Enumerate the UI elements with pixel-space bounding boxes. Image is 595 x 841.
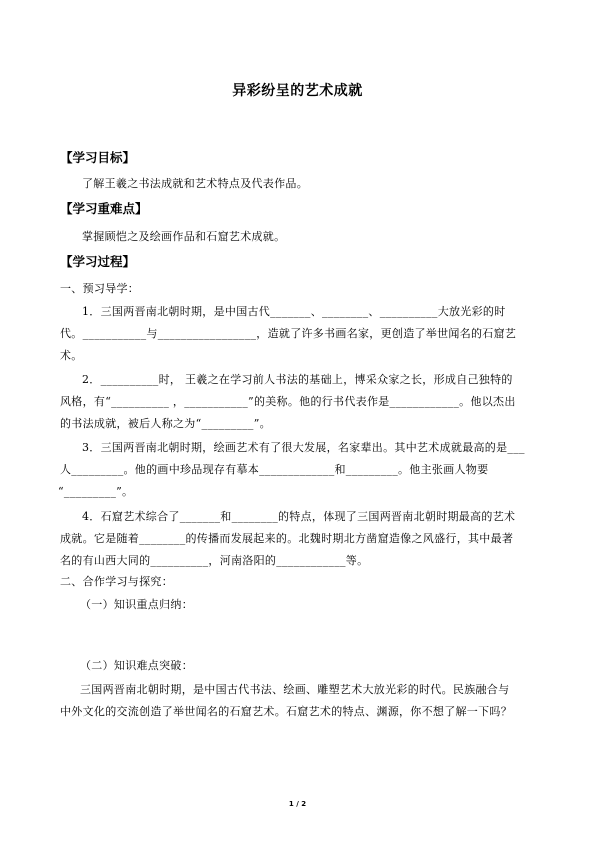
heading-key-points: 【学习重难点】 (60, 201, 148, 216)
question-3-line-1: 3．三国两晋南北朝时期，绘画艺术有了很大发展，名家辈出。其中艺术成就最高的是___ (82, 441, 525, 454)
page-number: 1 / 2 (288, 800, 307, 808)
difficulty-para-line-2: 中外文化的交流创造了举世闻名的石窟艺术。石窟艺术的特点、渊源，你不想了解一下吗？ (60, 705, 512, 718)
question-2-line-3: 的书法成就，被后人称之为“_________”。 (60, 417, 271, 430)
question-3-line-3: “_________”。 (58, 485, 134, 498)
preview-label: 一、预习导学： (60, 282, 140, 295)
question-2-line-1: 2．__________时， 王羲之在学习前人书法的基础上，博采众家之长，形成自己独特的 (82, 373, 513, 386)
question-4-line-2: 成就。它是随着________的传播而发展起来的。北魏时期北方凿窟造像之风盛行，其中最著 (60, 532, 514, 545)
question-1-line-3: 术。 (60, 349, 83, 362)
subsection-difficulty: （二）知识难点突破： (80, 659, 193, 672)
question-2-line-2: 风格，有“__________ ，___________”的美称。他的行书代表作是____________。他以杰出 (60, 395, 516, 408)
heading-learning-process: 【学习过程】 (60, 254, 136, 269)
question-3-line-2: 人_________。他的画中珍品现存有摹本_____________和_________。他主张画人物要 (60, 463, 489, 476)
key-points-text: 掌握顾恺之及绘画作品和石窟艺术成就。 (82, 230, 286, 243)
learning-goal-text: 了解王羲之书法成就和艺术特点及代表作品。 (82, 177, 308, 190)
subsection-key-summary: （一）知识重点归纳： (80, 598, 193, 611)
heading-learning-goal: 【学习目标】 (60, 150, 136, 165)
difficulty-para-line-1: 三国两晋南北朝时期，是中国古代书法、绘画、雕塑艺术大放光彩的时代。民族融合与 (80, 683, 510, 696)
question-4-line-3: 名的有山西大同的__________，河南洛阳的____________等。 (60, 554, 369, 567)
question-4-line-1: 4．石窟艺术综合了_______和________的特点，体现了三国两晋南北朝时期最高的艺术 (82, 510, 516, 523)
question-1-line-2: 代。___________与_________________，造就了许多书画名家，更创造了举世闻名的石窟艺 (60, 327, 517, 340)
cooperation-label: 二、合作学习与探究： (60, 575, 173, 588)
page-title: 异彩纷呈的艺术成就 (232, 83, 363, 99)
question-1-line-1: 1．三国两晋南北朝时期，是中国古代_______、________、__________大放光彩的时 (82, 305, 506, 318)
